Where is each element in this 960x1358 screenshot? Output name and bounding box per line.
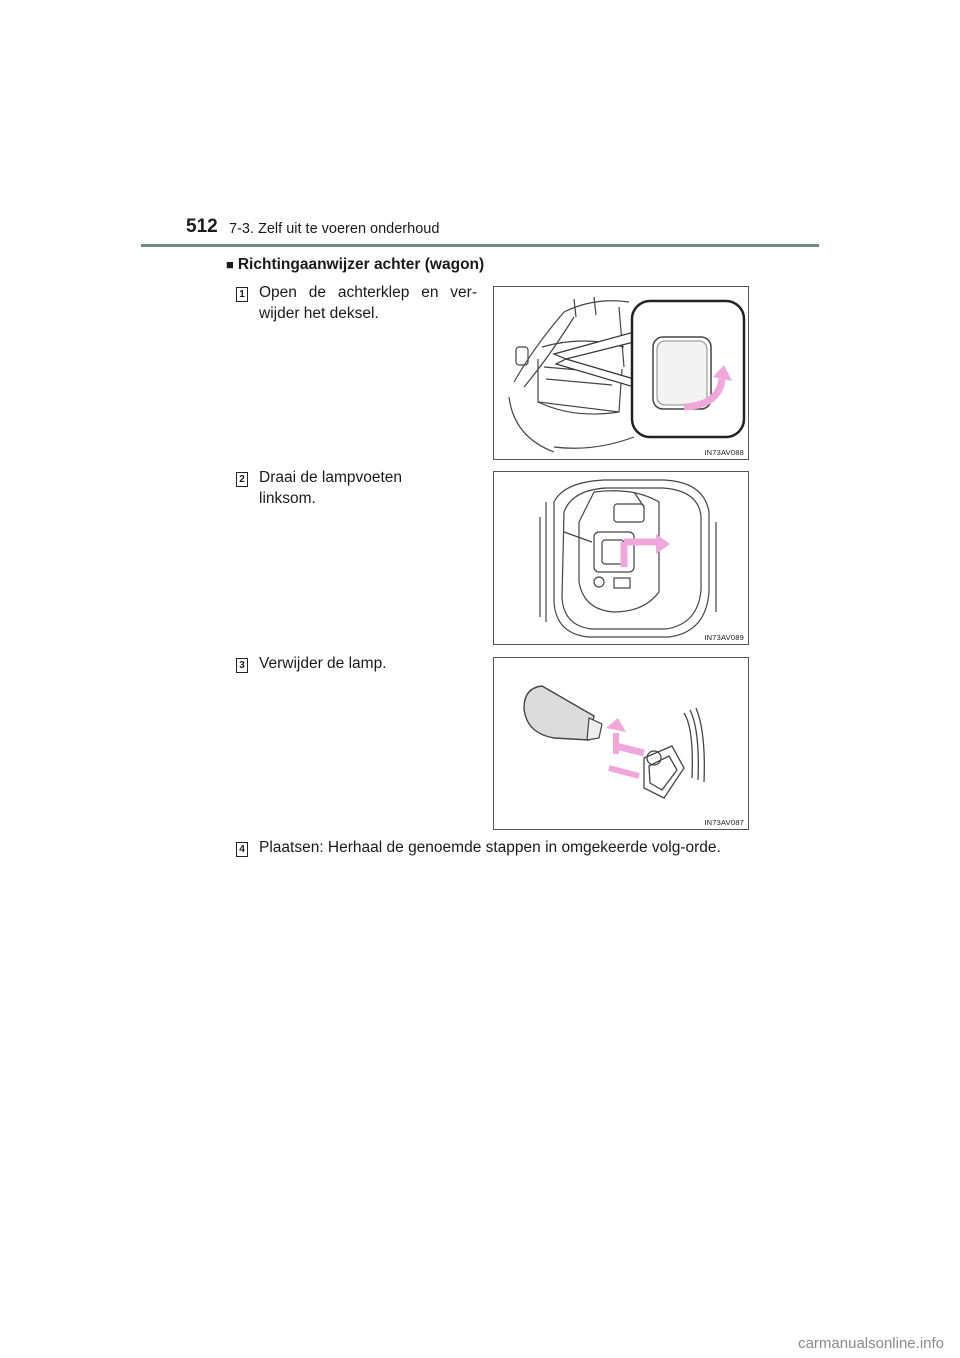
figure-code-3: IN73AV087 xyxy=(704,818,744,827)
step-text-3: Verwijder de lamp. xyxy=(259,655,387,672)
step-number-1: 1 xyxy=(236,287,248,302)
tailgate-illustration xyxy=(494,287,748,459)
step-text-1: Open de achterklep en ver-wijder het deksel. xyxy=(259,284,477,322)
figure-remove-bulb xyxy=(493,657,749,830)
figure-turn-socket xyxy=(493,471,749,645)
step-number-2: 2 xyxy=(236,472,248,487)
watermark: carmanualsonline.info xyxy=(798,1335,944,1352)
figure-open-tailgate xyxy=(493,286,749,460)
page-number: 512 xyxy=(186,216,218,237)
chapter-title: 7-3. Zelf uit te voeren onderhoud xyxy=(229,221,440,237)
figure-code-1: IN73AV088 xyxy=(704,448,744,457)
socket-illustration xyxy=(494,472,748,644)
step-number-3: 3 xyxy=(236,658,248,673)
figure-code-2: IN73AV089 xyxy=(704,633,744,642)
step-text-2: Draai de lampvoeten linksom. xyxy=(259,469,403,507)
square-bullet-icon: ■ xyxy=(226,257,234,272)
step-text-4: Plaatsen: Herhaal de genoemde stappen in omgekeerde volg-orde. xyxy=(259,839,721,856)
section-title: Richtingaanwijzer achter (wagon) xyxy=(237,256,485,273)
header-rule xyxy=(141,244,819,247)
section-heading xyxy=(226,256,484,274)
bulb-illustration xyxy=(494,658,748,829)
step-number-4: 4 xyxy=(236,842,248,857)
